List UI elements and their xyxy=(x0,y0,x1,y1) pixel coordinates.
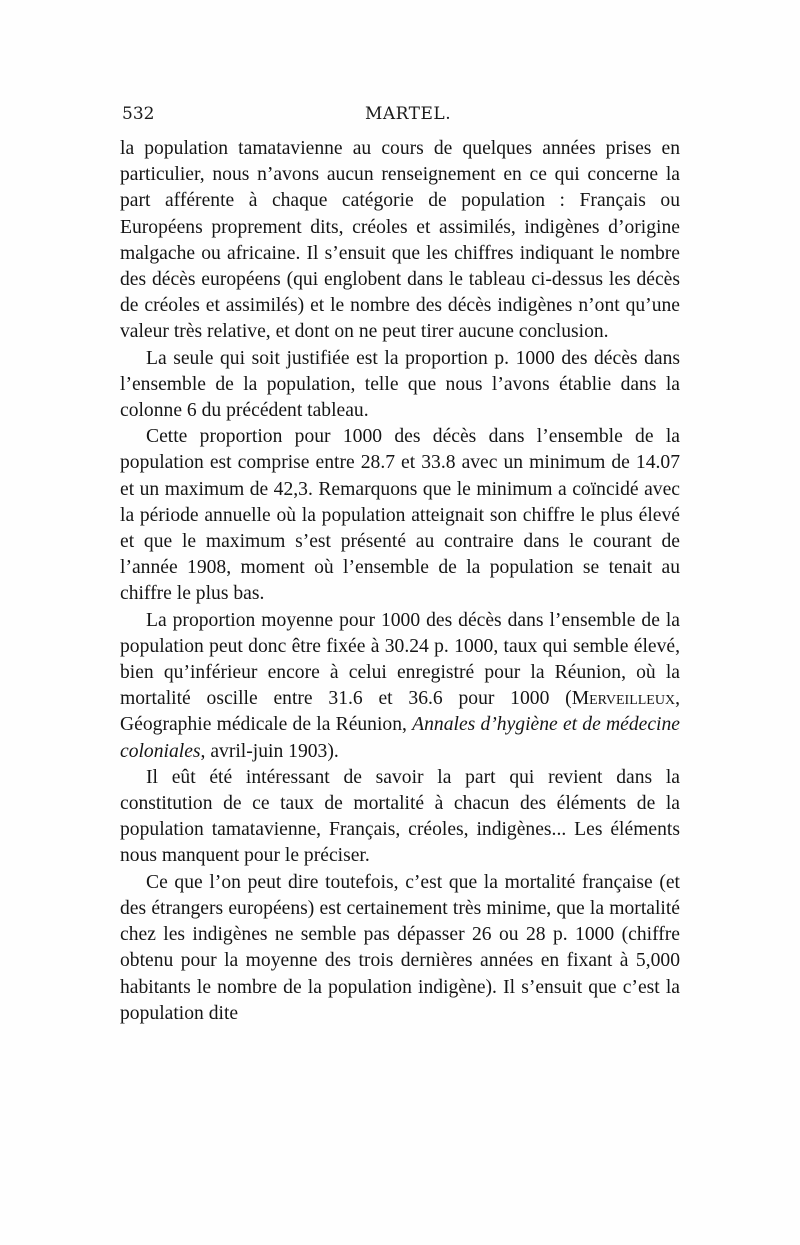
paragraph-2: La seule qui soit justifiée est la proportion p. 1000 des décès dans l’ensemble de la population, telle que nous l’avons établie dans la colonne 6 du précédent tableau. xyxy=(120,347,680,422)
paragraph-6: Ce que l’on peut dire toutefois, c’est que la mortalité française (et des étrangers européens) est certainement très minime, que la mortalité chez les indigènes ne semble pas dépasser 26 ou 28 p. 1000 (chiffre obtenu pour la moyenne des trois dernières années en fixant à 5,000 habitants le nombre de la population indigène). Il s’ensuit que c’est la population dite xyxy=(120,871,680,1024)
paragraph-1: la population tamatavienne au cours de quelques années prises en particulier, nous n’avons aucun renseignement en ce qui concerne la part afférente à chaque catégorie de population : Français ou Européens proprement dits, créoles et assimilés, indigènes d’origine malgache ou africaine. Il s’ensuit que les chiffres indiquant le nombre des décès européens (qui englobent dans le tableau ci-dessus les décès de créoles et assimilés) et le nombre des décès indigènes n’ont qu’une valeur très relative, et dont on ne peut tirer aucune conclusion. xyxy=(120,138,680,343)
author-name: Merveilleux xyxy=(571,688,676,710)
paragraph-4-text-start: La proportion moyenne pour 1000 des décès dans l’ensemble de la population peut donc être fixée à 30.24 p. 1000, taux qui semble élevé, bien qu’inférieur encore à celui enregistré pour la Réunion, où la mortalité oscille entre 31.6 et 36.6 pour 1000 ( xyxy=(120,609,680,710)
paragraph-5: Il eût été intéressant de savoir la part qui revient dans la constitution de ce taux de mortalité à chacun des éléments de la population tamatavienne, Français, créoles, indigènes... Les éléments nous manquent pour le préciser. xyxy=(120,766,680,867)
paragraph-3: Cette proportion pour 1000 des décès dans l’ensemble de la population est comprise entre 28.7 et 33.8 avec un minimum de 14.07 et un maximum de 42,3. Remarquons que le minimum a coïncidé avec la période annuelle où la population atteignait son chiffre le plus élevé et que le maximum s’est présenté au contraire dans le courant de l’année 1908, moment où l’ensemble de la population se tenait au chiffre le plus bas. xyxy=(120,426,680,605)
paragraph-4 xyxy=(120,608,680,765)
paragraph-4-text-end: , avril-juin 1903). xyxy=(200,740,339,762)
page-number: 532 xyxy=(122,104,155,124)
page-header xyxy=(122,104,682,130)
body-text xyxy=(120,136,680,1027)
paragraph-4-text-middle: , Géographie médicale de la Réunion, xyxy=(120,688,680,736)
running-head: MARTEL. xyxy=(365,104,452,124)
journal-title: Annales d’hygiène et de médecine coloniales xyxy=(120,714,680,762)
